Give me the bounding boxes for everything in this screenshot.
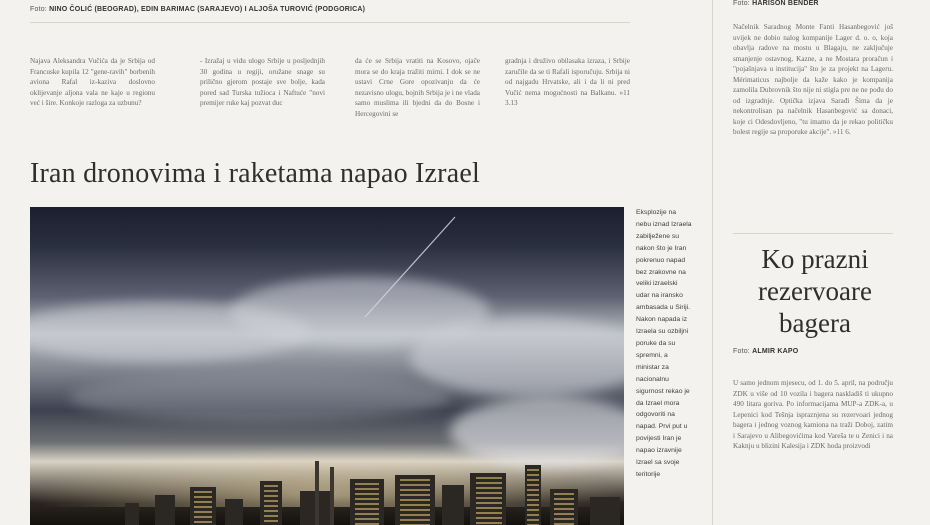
main-headline: Iran dronovima i raketama napao Izrael: [30, 158, 480, 189]
top-photo-byline: [30, 6, 365, 13]
side-top-article: Načelnik Saradnog Monte Fanti Hasanbegović još uvijek ne dobio nalog kompanije Lager d. o. o, koja obavlja radove na mostu u Blagaju, ne zaključuje smanjenje ostavnog, Kazne, a ne Mostara proračun i "pojašnjava u institucija" što je za projekt na Lageru. Mérimaticus najbolje da kaže kako je kompanija zamolila Dubrovnik što nije ni stigla pre ne ne pođu do od izgradnje. Optička izjava Sarađi Šima da je nekontrolisan pa načelnik Hasanbegović sa donaci, koje ci Odesdovljeno, "tu imamo da je rekao političku bolest regije sa proporuke akcije". »11 6.: [733, 23, 893, 136]
byline-label: Foto:: [30, 6, 47, 13]
top-article-column-4: gradnja i druživo obilasaka izraza, i Srbije zaručile da se ti Rafali isporučuju. Srbija ni od najgadu Hrvatske, ali i da li ni pred Vučić nema mogućnosti na Balkanu. »11 3.13: [505, 57, 630, 107]
byline-label: Foto:: [733, 0, 750, 7]
top-article-column-3: da će se Srbija vratiti na Kosovo, ojače mora se do kraja tražiti mirni. I dok se ne ustavi Crne Gore opozivanju da će nezavisno ulogu, bojnih Srbija je i ne vlada samo muslima ili bjedni da do Bosne i Hercegovini se: [355, 57, 480, 118]
top-rule: [30, 22, 630, 23]
byline-credit: HARISON BENDER: [752, 0, 819, 7]
byline-credit: ALMIR KAPO: [752, 348, 799, 355]
side-photo-byline: [733, 348, 798, 355]
byline-label: Foto:: [733, 348, 750, 355]
top-article-column-1: Najava Aleksandra Vučića da je Srbija od Francuske kupila 12 "gene-ravih" borbenih aviona Rafal iz-kaziva doslovno oklijevanje aljona vala ne kaje u regionu već i šire. Konkoje razloga za uzbunu?: [30, 57, 155, 107]
side-article-body: U samo jednom mjesecu, od 1. do 5. april, na području ZDK u više od 10 vozila i bagera naskladiš ti ukupno 490 litara goriva. Po informacijama MUP-a ZDK-a, u Lepenici kod Tešnja ispraznjena su rezervoari jednog bagera i jednog voznog kamiona na traži Doboj, zatim i Sarajevo u Alibegovićima kod Vareša te u Zenici i na Kaknju u blizini Kalesija i ZDK hoda proizvodi: [733, 379, 893, 450]
column-divider: [712, 0, 713, 525]
side-headline: Ko prazni rezervoare bagera: [758, 244, 872, 338]
news-photo: [30, 207, 624, 525]
side-rule: [733, 233, 893, 234]
top-article-column-2: - Izražaj u vidu ulogo Srbije u posljednjih 30 godina u regiji, oružane snage su prilično gjerom postaje sve bolje, kada pored sad Turska tužioca i Naftuće "novi premijer ruke kaj pozvat duc: [200, 57, 325, 107]
side-top-photo-byline: [733, 0, 819, 7]
photo-caption: Eksplozije na nebu iznad Izraela zabilježene su nakon što je Iran pokrenuo napad bez zrakovne na veliki izraelski udar na iransko ambasada u Siriji. Nakon napada iz Izraela su ozbiljni poruke da su spremni, a ministar za nacionalnu sigurnost rekao je da Izrael mora odgovoriti na napad. Prvi put u povijesti Iran je napao izravnije Izrael sa svoje teritorije: [636, 209, 692, 478]
byline-credits: NINO ČOLIĆ (BEOGRAD), EDIN BARIMAC (SARAJEVO) I ALJOŠA TUROVIĆ (PODGORICA): [49, 6, 366, 13]
